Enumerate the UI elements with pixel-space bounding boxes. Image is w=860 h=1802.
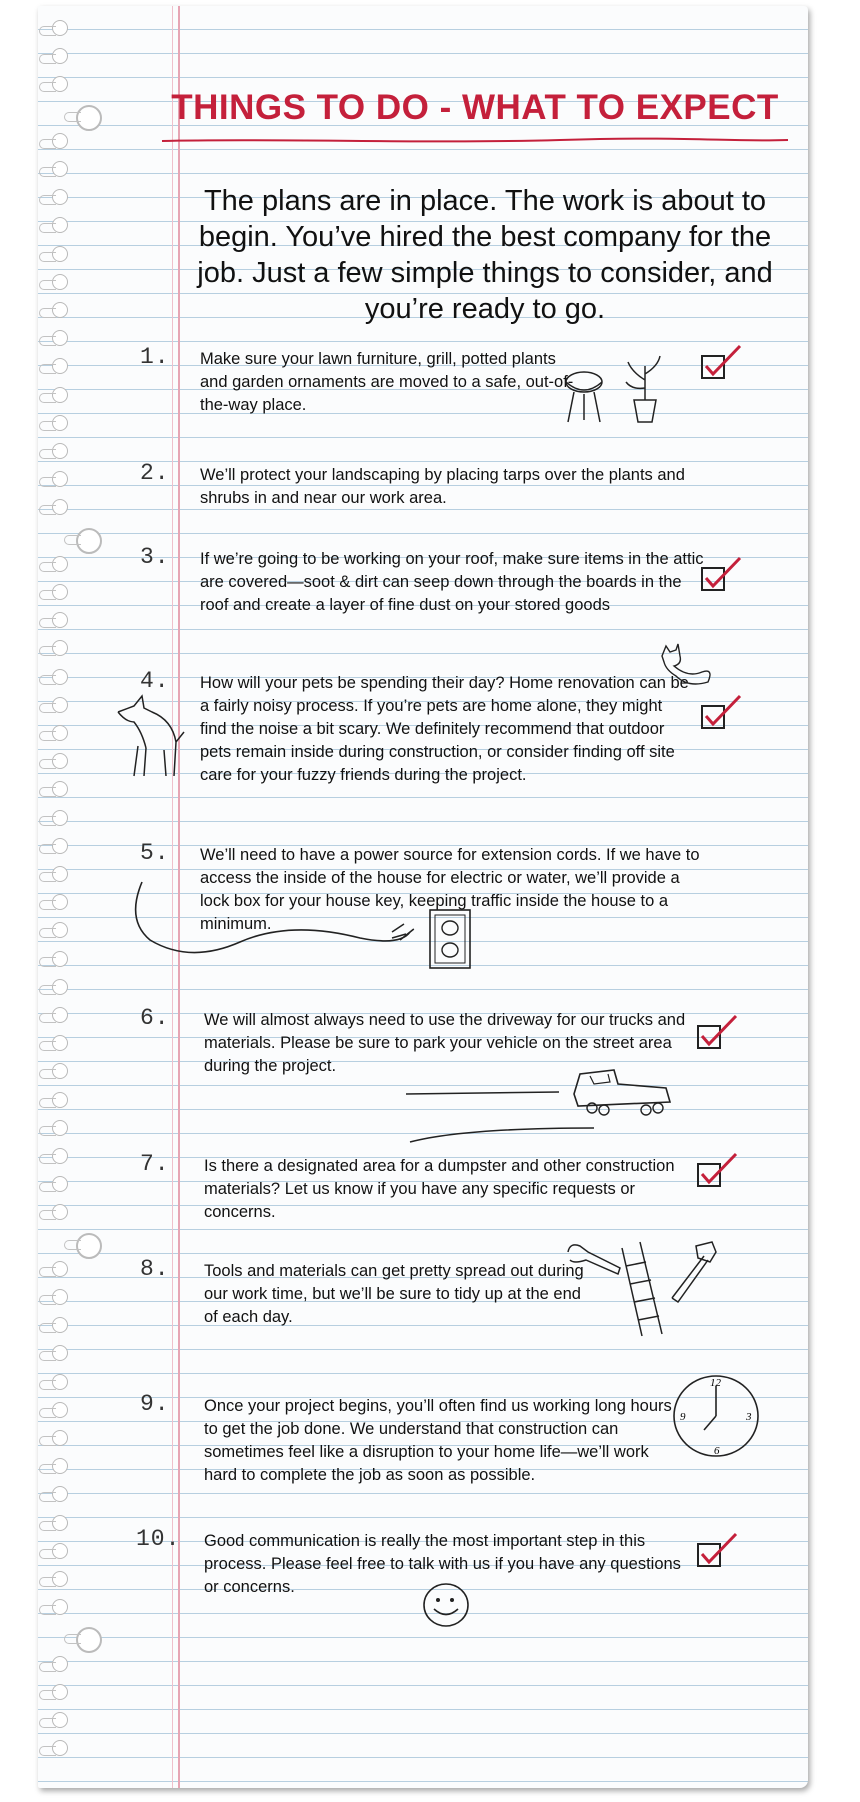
- clock-numeral: 6: [714, 1445, 720, 1457]
- item-text: Once your project begins, you’ll often find us working long hours to get the job done. We understand that construction can sometimes feel like a disruption to your home life—we’ll work hard to complete the job as soon as possible.: [204, 1397, 672, 1484]
- binding-hole: [52, 1684, 68, 1700]
- item-number: 6.: [140, 1005, 170, 1031]
- item-text: Tools and materials can get pretty spread out during our work time, but we’ll be sure to tidy up at the end of each day.: [204, 1262, 584, 1326]
- title-underline: [160, 136, 790, 146]
- binding-hole: [52, 922, 68, 938]
- binding-hole: [52, 1092, 68, 1108]
- binding-hole: [52, 1120, 68, 1136]
- item-text: We’ll protect your landscaping by placing tarps over the plants and shrubs in and near our work area.: [200, 466, 685, 507]
- binding-hole: [52, 669, 68, 685]
- dog-doodle: [112, 692, 192, 782]
- binding-hole: [76, 1233, 102, 1259]
- binding-hole: [52, 584, 68, 600]
- binding-hole: [52, 387, 68, 403]
- item-number: 4.: [140, 668, 170, 694]
- binding-hole: [52, 1656, 68, 1672]
- binding-hole: [52, 330, 68, 346]
- item-text: Good communication is really the most important step in this process. Please feel free to talk with us if you have any questions or concerns.: [204, 1532, 681, 1596]
- spiral-holes: [38, 6, 98, 1788]
- item-text: How will your pets be spending their day? Home renovation can be a fairly noisy process. If you’re pets are home alone, they might find the noise a bit scary. We definitely recommend that outdoor pets remain inside during construction, or consider finding off site care for your fuzzy friends during the project.: [200, 674, 689, 784]
- binding-hole: [76, 528, 102, 554]
- binding-hole: [52, 217, 68, 233]
- checkbox-checked: [700, 692, 744, 732]
- binding-hole: [52, 697, 68, 713]
- binding-hole: [52, 951, 68, 967]
- binding-hole: [52, 189, 68, 205]
- binding-hole: [52, 1571, 68, 1587]
- binding-hole: [52, 781, 68, 797]
- binding-hole: [52, 76, 68, 92]
- binding-hole: [52, 1374, 68, 1390]
- binding-hole: [52, 1430, 68, 1446]
- binding-hole: [76, 1627, 102, 1653]
- binding-hole: [52, 838, 68, 854]
- binding-hole: [52, 866, 68, 882]
- binding-hole: [52, 1007, 68, 1023]
- item-number: 3.: [140, 544, 170, 570]
- binding-hole: [52, 20, 68, 36]
- clock-numeral: 3: [746, 1411, 752, 1423]
- binding-hole: [52, 1543, 68, 1559]
- checkbox-checked: [700, 342, 744, 382]
- grill-and-plant-doodle: [562, 352, 662, 434]
- binding-hole: [52, 133, 68, 149]
- binding-hole: [52, 274, 68, 290]
- binding-hole: [52, 48, 68, 64]
- binding-hole: [52, 161, 68, 177]
- checkbox-checked: [696, 1530, 740, 1570]
- checkbox-checked: [700, 554, 744, 594]
- item-number: 2.: [140, 460, 170, 486]
- binding-hole: [52, 556, 68, 572]
- extension-cord-doodle: [130, 880, 480, 970]
- binding-hole: [52, 1148, 68, 1164]
- binding-hole: [52, 1176, 68, 1192]
- binding-hole: [52, 1486, 68, 1502]
- item-number: 8.: [140, 1256, 170, 1282]
- binding-hole: [52, 1740, 68, 1756]
- cat-doodle: [658, 642, 718, 692]
- binding-hole: [52, 246, 68, 262]
- binding-hole: [52, 1402, 68, 1418]
- item-text: Make sure your lawn furniture, grill, potted plants and garden ornaments are moved to a safe, out-of-the-way place.: [200, 350, 574, 414]
- item-text: We’ll need to have a power source for extension cords. If we have to access the inside of the house for electric or water, we’ll provide a lock box for your house key, keeping traffic inside the house to a minimum.: [200, 846, 700, 933]
- checkbox-checked: [696, 1012, 740, 1052]
- intro-paragraph: The plans are in place. The work is about to begin. You’ve hired the best company for the job. Just a few simple things to consider, and you’re ready to go.: [197, 185, 773, 325]
- binding-hole: [52, 894, 68, 910]
- binding-hole: [52, 1599, 68, 1615]
- page-title: THINGS TO DO - WHAT TO EXPECT: [171, 88, 779, 127]
- item-text: We will almost always need to use the driveway for our trucks and materials. Please be sure to park your vehicle on the street area during the project.: [204, 1011, 686, 1075]
- binding-hole: [52, 1289, 68, 1305]
- binding-hole: [52, 1345, 68, 1361]
- item-text: Is there a designated area for a dumpster and other construction materials? Let us know if you have any specific requests or concerns.: [204, 1157, 675, 1221]
- binding-hole: [52, 1712, 68, 1728]
- item-number: 9.: [140, 1391, 170, 1417]
- tools-doodle: [566, 1238, 726, 1338]
- binding-hole: [52, 358, 68, 374]
- binding-hole: [52, 302, 68, 318]
- binding-hole: [52, 499, 68, 515]
- binding-hole: [52, 1261, 68, 1277]
- binding-hole: [76, 105, 102, 131]
- item-number: 1.: [140, 344, 170, 370]
- truck-doodle: [404, 1058, 674, 1148]
- clock-doodle: [670, 1372, 762, 1460]
- item-number: 5.: [140, 840, 170, 866]
- item-text: If we’re going to be working on your roof, make sure items in the attic are covered—soot & dirt can seep down through the boards in the roof and create a layer of fine dust on your stored goods: [200, 550, 704, 614]
- binding-hole: [52, 415, 68, 431]
- binding-hole: [52, 1204, 68, 1220]
- clock-numeral: 9: [680, 1411, 686, 1423]
- binding-hole: [52, 1035, 68, 1051]
- binding-hole: [52, 979, 68, 995]
- binding-hole: [52, 1515, 68, 1531]
- binding-hole: [52, 725, 68, 741]
- smiley-doodle: [420, 1580, 472, 1630]
- item-number: 10.: [136, 1526, 181, 1552]
- binding-hole: [52, 612, 68, 628]
- binding-hole: [52, 1317, 68, 1333]
- binding-hole: [52, 640, 68, 656]
- binding-hole: [52, 810, 68, 826]
- item-number: 7.: [140, 1151, 170, 1177]
- binding-hole: [52, 1458, 68, 1474]
- binding-hole: [52, 471, 68, 487]
- binding-hole: [52, 753, 68, 769]
- checkbox-checked: [696, 1150, 740, 1190]
- binding-hole: [52, 1063, 68, 1079]
- clock-numeral: 12: [710, 1377, 721, 1389]
- binding-hole: [52, 443, 68, 459]
